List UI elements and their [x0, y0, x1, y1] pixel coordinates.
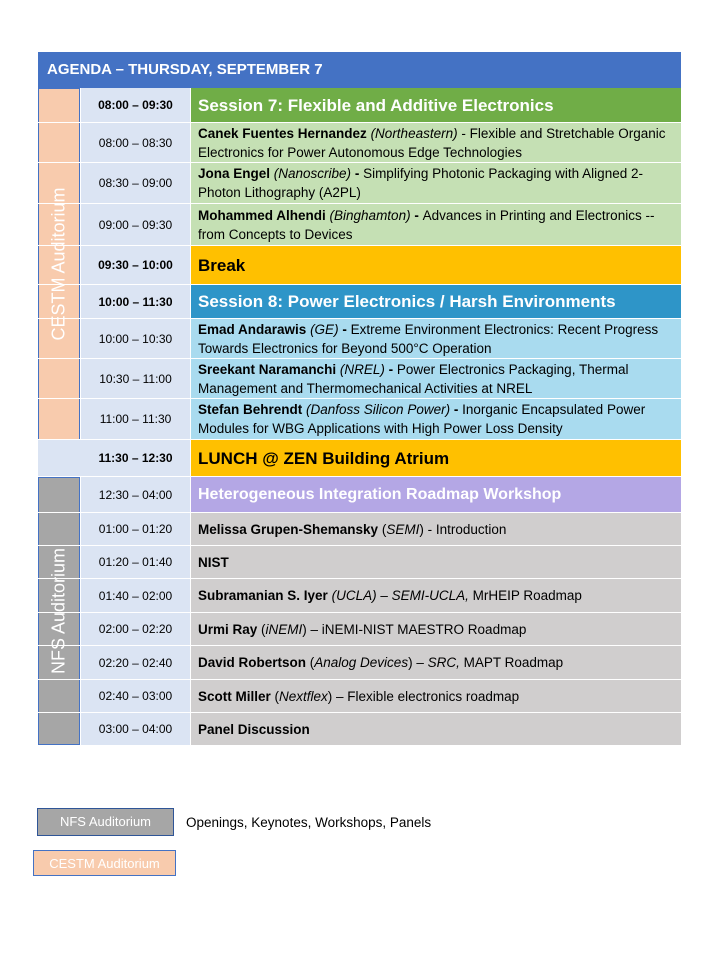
session-title: Session 8: Power Electronics / Harsh Environments [198, 292, 616, 311]
talk-title: - Introduction [423, 521, 507, 537]
agenda-row [0, 646, 720, 680]
agenda-row [0, 123, 720, 163]
speaker-org: iNEMI [265, 621, 303, 637]
talk-title: Flexible and Stretchable Organic Electronics for Power Autonomous Edge Technologies [198, 125, 666, 160]
lunch-cell [191, 440, 681, 476]
legend-nfs-swatch: NFS Auditorium [37, 808, 174, 836]
speaker-name: Emad Andarawis [198, 321, 307, 337]
row-time: 02:00 – 02:20 [81, 613, 191, 645]
speaker-name: Urmi Ray [198, 621, 258, 637]
talk-cell [191, 399, 681, 439]
agenda-row [0, 513, 720, 546]
separator: - [410, 207, 423, 223]
agenda-row [0, 579, 720, 613]
agenda-header: AGENDA – THURSDAY, SEPTEMBER 7 [38, 52, 681, 88]
workshop-title: Heterogeneous Integration Roadmap Workshop [198, 486, 562, 503]
row-time: 01:00 – 01:20 [81, 513, 191, 545]
speaker-org: (UCLA) [331, 588, 377, 603]
talk-cell [191, 204, 681, 245]
speaker-name: Panel Discussion [198, 721, 310, 737]
agenda-row [0, 399, 720, 440]
talk-title: Power Electronics Packaging, Thermal Management and Thermomechanical Activities at NREL [198, 361, 629, 396]
speaker-name: Stefan Behrendt [198, 402, 303, 417]
speaker-org: (Nanoscribe) [273, 166, 352, 181]
break-title: Break [198, 255, 246, 275]
talk-cell [191, 579, 681, 612]
row-time: 11:00 – 11:30 [81, 399, 191, 439]
lunch-room-gap [38, 440, 81, 476]
nfs-room-label: NFS Auditorium [48, 547, 69, 675]
talk-cell [191, 613, 681, 645]
agenda-row [0, 88, 720, 123]
talk-title: MrHEIP Roadmap [468, 588, 582, 603]
agenda-row [0, 546, 720, 579]
talk-title: MAPT Roadmap [459, 655, 564, 670]
talk-title: – iNEMI-NIST MAESTRO Roadmap [306, 621, 527, 637]
session-header [191, 285, 681, 318]
speaker-org-2: SEMI-UCLA, [391, 588, 469, 603]
row-time: 08:30 – 09:00 [81, 163, 191, 203]
separator: - [450, 402, 463, 417]
speaker-name: Jona Engel [198, 166, 271, 181]
row-time: 01:20 – 01:40 [81, 546, 191, 578]
speaker-org: (Danfoss Silicon Power) [306, 402, 451, 417]
talk-title: Advances in Printing and Electronics -- from Concepts to Devices [198, 207, 655, 242]
row-time: 09:30 – 10:00 [81, 246, 191, 284]
speaker-org: Analog Devices [314, 655, 409, 670]
separator: - [338, 321, 351, 337]
speaker-name: Subramanian S. Iyer [198, 588, 328, 603]
speaker-org: (NREL) [339, 361, 385, 377]
separator: - [457, 125, 470, 141]
row-time: 03:00 – 04:00 [81, 713, 191, 745]
workshop-header [191, 477, 681, 512]
paren-close: ) [302, 621, 307, 637]
talk-title: Inorganic Encapsulated Power Modules for WBG Applications with High Power Loss Density [198, 402, 646, 436]
paren-open: ( [306, 655, 315, 670]
talk-cell [191, 680, 681, 712]
talk-cell [191, 359, 681, 398]
row-time: 09:00 – 09:30 [81, 204, 191, 245]
agenda-row [0, 359, 720, 399]
speaker-name: Mohammed Alhendi [198, 207, 326, 223]
talk-title: Simplifying Photonic Packaging with Aligned 2-Photon Lithography (A2PL) [198, 166, 643, 200]
talk-cell [191, 546, 681, 578]
speaker-org: (Binghamton) [329, 207, 411, 223]
speaker-name: Canek Fuentes Hernandez [198, 125, 367, 141]
row-time: 08:00 – 09:30 [81, 88, 191, 122]
separator: - [351, 166, 364, 181]
paren-open: ( [257, 621, 266, 637]
agenda-row [0, 319, 720, 359]
session-title: Session 7: Flexible and Additive Electronics [198, 95, 554, 115]
separator: – [412, 655, 428, 670]
row-time: 08:00 – 08:30 [81, 123, 191, 162]
speaker-org: Nextflex [279, 688, 328, 704]
speaker-org: (Northeastern) [370, 125, 458, 141]
talk-cell [191, 513, 681, 545]
row-time: 11:30 – 12:30 [81, 440, 191, 476]
talk-cell [191, 319, 681, 358]
talk-cell [191, 713, 681, 745]
lunch-title: LUNCH @ ZEN Building Atrium [198, 448, 450, 468]
row-time: 01:40 – 02:00 [81, 579, 191, 612]
break-cell [191, 246, 681, 284]
cestm-room-label: CESTM Auditorium [48, 187, 69, 341]
row-time: 10:00 – 10:30 [81, 319, 191, 358]
paren-open: ( [378, 521, 387, 537]
agenda-row [0, 285, 720, 319]
row-time: 02:20 – 02:40 [81, 646, 191, 679]
agenda-row [0, 163, 720, 204]
separator: – [376, 588, 392, 603]
paren-close: ) [419, 521, 424, 537]
row-time: 10:30 – 11:00 [81, 359, 191, 398]
row-time: 02:40 – 03:00 [81, 680, 191, 712]
agenda-row [0, 440, 720, 477]
row-time: 12:30 – 04:00 [81, 477, 191, 512]
speaker-name: Sreekant Naramanchi [198, 361, 337, 377]
speaker-name: NIST [198, 554, 229, 570]
row-time: 10:00 – 11:30 [81, 285, 191, 318]
legend-cestm-swatch: CESTM Auditorium [33, 850, 176, 876]
speaker-org: (GE) [310, 321, 339, 337]
talk-title: Extreme Environment Electronics: Recent Progress Towards Electronics for Beyond 500°C Operation [198, 321, 659, 356]
agenda-row [0, 477, 720, 513]
speaker-org: SEMI [386, 521, 420, 537]
paren-open: ( [270, 688, 280, 704]
speaker-org-2: SRC, [427, 655, 460, 670]
agenda-row [0, 204, 720, 246]
talk-title: – Flexible electronics roadmap [332, 688, 520, 704]
paren-close: ) [327, 688, 333, 704]
speaker-name: Melissa Grupen-Shemansky [198, 521, 379, 537]
talk-cell [191, 646, 681, 679]
speaker-name: Scott Miller [198, 688, 271, 704]
talk-cell [191, 163, 681, 203]
paren-close: ) [408, 655, 413, 670]
agenda-row [0, 680, 720, 713]
speaker-name: David Robertson [198, 655, 307, 670]
separator: - [384, 361, 397, 377]
agenda-row [0, 713, 720, 745]
legend-nfs-description: Openings, Keynotes, Workshops, Panels [186, 815, 432, 830]
talk-cell [191, 123, 681, 162]
session-header [191, 88, 681, 122]
agenda-row [0, 246, 720, 285]
agenda-row [0, 613, 720, 646]
